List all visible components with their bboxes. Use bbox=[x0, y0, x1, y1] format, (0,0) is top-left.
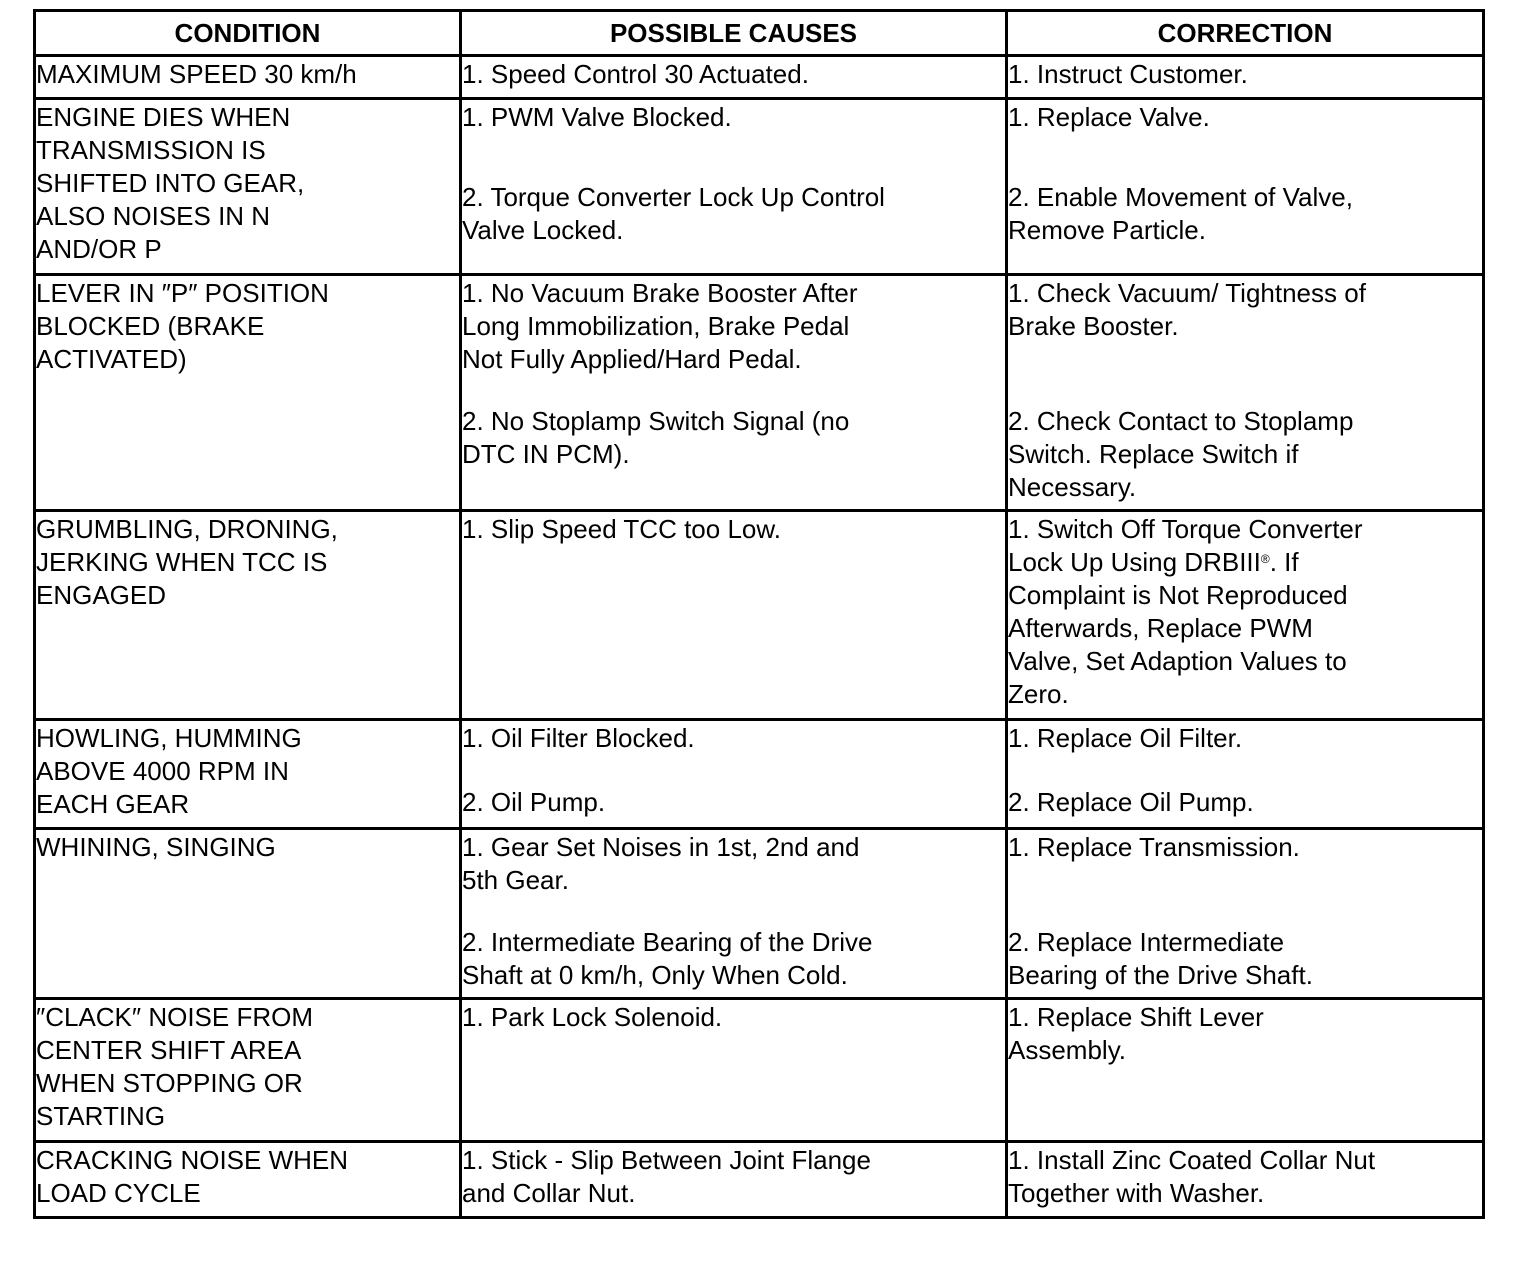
cause-item: 2. Oil Pump. bbox=[462, 787, 606, 817]
correction-item: 2. Check Contact to Stoplamp Switch. Replace Switch if Necessary. bbox=[1008, 406, 1354, 502]
condition-cell bbox=[35, 275, 461, 511]
table-row bbox=[35, 829, 1484, 999]
condition-cell bbox=[35, 829, 461, 999]
condition-text: WHINING, SINGING bbox=[36, 832, 276, 862]
cause-item: 2. No Stoplamp Switch Signal (no DTC IN PCM). bbox=[462, 406, 850, 469]
table-body bbox=[35, 56, 1484, 1218]
correction-item: 1. Replace Valve. bbox=[1008, 102, 1210, 132]
cause-item: 1. No Vacuum Brake Booster After Long Immobilization, Brake Pedal Not Fully Applied/Hard Pedal. bbox=[462, 278, 858, 374]
table-row bbox=[35, 720, 1484, 829]
condition-text: CRACKING NOISE WHEN LOAD CYCLE bbox=[36, 1145, 349, 1208]
table-header bbox=[35, 11, 1484, 56]
header-row bbox=[35, 11, 1484, 56]
condition-cell bbox=[35, 999, 461, 1142]
cause-item: 1. Park Lock Solenoid. bbox=[462, 1002, 723, 1032]
condition-text: ENGINE DIES WHEN TRANSMISSION IS SHIFTED INTO GEAR, ALSO NOISES IN N AND/OR P bbox=[36, 102, 305, 264]
table-row bbox=[35, 275, 1484, 511]
header-condition: CONDITION bbox=[35, 11, 461, 56]
causes-cell bbox=[461, 829, 1007, 999]
correction-item: 2. Replace Oil Pump. bbox=[1008, 787, 1254, 817]
correction-item: 1. Replace Oil Filter. bbox=[1008, 723, 1243, 753]
causes-cell bbox=[461, 275, 1007, 511]
correction-item: 2. Enable Movement of Valve, Remove Particle. bbox=[1008, 182, 1353, 245]
cause-item: 2. Torque Converter Lock Up Control Valve Locked. bbox=[462, 182, 885, 245]
registered-mark: ® bbox=[1260, 552, 1270, 566]
correction-item: 1. Switch Off Torque Converter Lock Up Using DRBIII®. If Complaint is Not Reproduced Afterwards, Replace PWM Valve, Set Adaption Values to Zero. bbox=[1008, 514, 1363, 709]
condition-cell bbox=[35, 56, 461, 99]
correction-cell bbox=[1007, 99, 1484, 275]
table-row bbox=[35, 99, 1484, 275]
cause-item: 1. Speed Control 30 Actuated. bbox=[462, 59, 809, 89]
table-row bbox=[35, 56, 1484, 99]
condition-cell bbox=[35, 99, 461, 275]
cause-item: 1. Stick - Slip Between Joint Flange and Collar Nut. bbox=[462, 1145, 871, 1208]
table-row bbox=[35, 999, 1484, 1142]
correction-cell bbox=[1007, 829, 1484, 999]
cause-item: 1. Gear Set Noises in 1st, 2nd and 5th Gear. bbox=[462, 832, 860, 895]
correction-item: 1. Check Vacuum/ Tightness of Brake Booster. bbox=[1008, 278, 1366, 341]
correction-item: 1. Install Zinc Coated Collar Nut Together with Washer. bbox=[1008, 1145, 1376, 1208]
diagnosis-table bbox=[33, 9, 1485, 1219]
correction-item: 2. Replace Intermediate Bearing of the Drive Shaft. bbox=[1008, 927, 1313, 990]
correction-cell bbox=[1007, 511, 1484, 720]
header-correction: CORRECTION bbox=[1007, 11, 1484, 56]
condition-text: LEVER IN ″P″ POSITION BLOCKED (BRAKE ACTIVATED) bbox=[36, 278, 329, 374]
condition-text: GRUMBLING, DRONING, JERKING WHEN TCC IS ENGAGED bbox=[36, 514, 338, 610]
condition-cell bbox=[35, 1142, 461, 1218]
cause-item: 1. PWM Valve Blocked. bbox=[462, 102, 732, 132]
table-row bbox=[35, 1142, 1484, 1218]
condition-text: ″CLACK″ NOISE FROM CENTER SHIFT AREA WHEN STOPPING OR STARTING bbox=[36, 1002, 313, 1131]
table-row bbox=[35, 511, 1484, 720]
causes-cell bbox=[461, 511, 1007, 720]
causes-cell bbox=[461, 999, 1007, 1142]
correction-cell bbox=[1007, 720, 1484, 829]
correction-item: 1. Replace Shift Lever Assembly. bbox=[1008, 1002, 1264, 1065]
header-possible-causes: POSSIBLE CAUSES bbox=[461, 11, 1007, 56]
cause-item: 1. Slip Speed TCC too Low. bbox=[462, 514, 781, 544]
condition-text: HOWLING, HUMMING ABOVE 4000 RPM IN EACH GEAR bbox=[36, 723, 302, 819]
correction-cell bbox=[1007, 275, 1484, 511]
correction-cell bbox=[1007, 56, 1484, 99]
causes-cell bbox=[461, 720, 1007, 829]
correction-cell bbox=[1007, 1142, 1484, 1218]
condition-cell bbox=[35, 511, 461, 720]
causes-cell bbox=[461, 56, 1007, 99]
causes-cell bbox=[461, 99, 1007, 275]
condition-text: MAXIMUM SPEED 30 km/h bbox=[36, 59, 357, 89]
cause-item: 2. Intermediate Bearing of the Drive Shaft at 0 km/h, Only When Cold. bbox=[462, 927, 873, 990]
condition-cell bbox=[35, 720, 461, 829]
correction-cell bbox=[1007, 999, 1484, 1142]
correction-item: 1. Instruct Customer. bbox=[1008, 59, 1248, 89]
cause-item: 1. Oil Filter Blocked. bbox=[462, 723, 695, 753]
correction-item: 1. Replace Transmission. bbox=[1008, 832, 1300, 862]
causes-cell bbox=[461, 1142, 1007, 1218]
